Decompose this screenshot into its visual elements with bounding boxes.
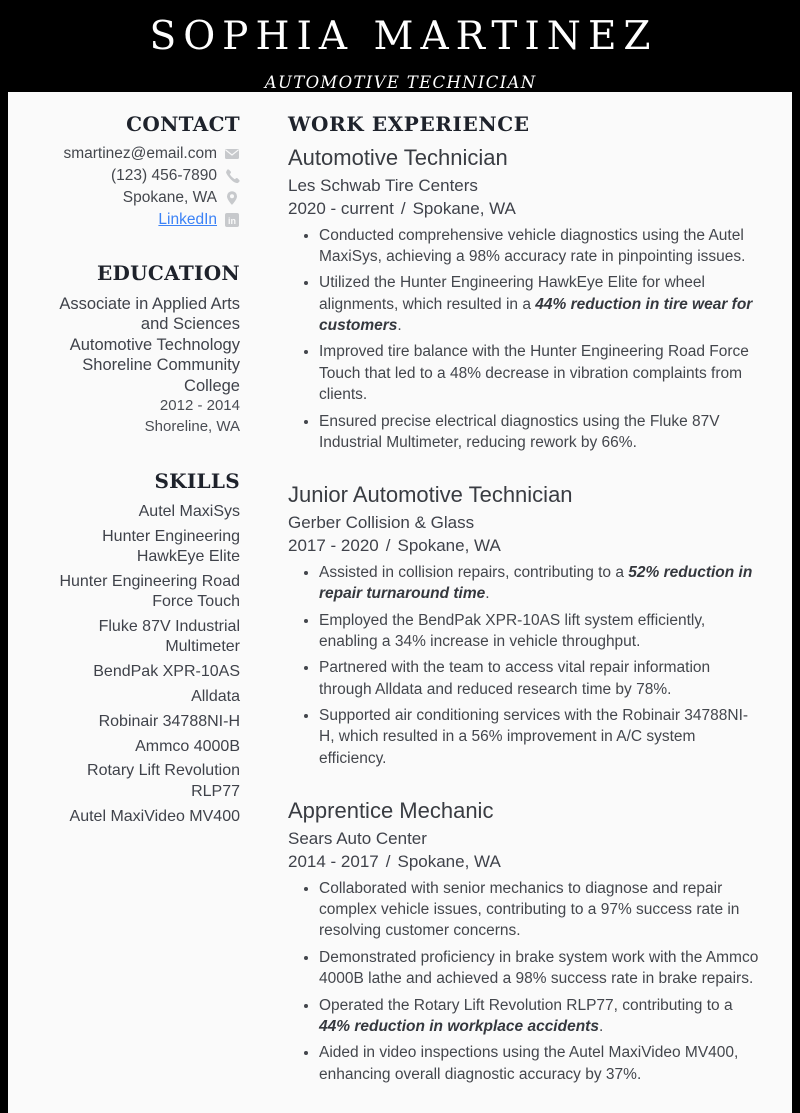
job-bullet: • Employed the BendPak XPR-10AS lift system efficiently, enabling a 34% increase in vehicle throughput.	[319, 610, 762, 653]
location-pin-icon	[224, 190, 240, 206]
work-experience-section	[240, 112, 792, 1113]
skill-item: Alldata	[191, 688, 240, 706]
resume-header	[8, 0, 792, 92]
job-bullet: • Improved tire balance with the Hunter Engineering Road Force Touch that led to a 48% decrease in vibration complaints from clients.	[319, 341, 762, 405]
job-bullet: • Utilized the Hunter Engineering HawkEye Elite for wheel alignments, which resulted in a 44% reduction in tire wear for customers.	[319, 272, 762, 336]
phone-icon	[224, 168, 240, 184]
job-bullet: • Collaborated with senior mechanics to diagnose and repair complex vehicle issues, contributing to a 97% success rate in resolving customer concerns.	[319, 878, 762, 942]
job-bullet-list	[288, 562, 762, 769]
phone-value: (123) 456-7890	[111, 167, 217, 184]
job-bullet: • Partnered with the team to access vital repair information through Alldata and reduced research time by 78%.	[319, 657, 762, 700]
linkedin-link[interactable]: LinkedIn	[158, 211, 217, 228]
skills-section	[36, 469, 240, 827]
linkedin-icon	[224, 212, 240, 228]
job-dates: 2020 - current	[288, 198, 394, 218]
skill-item: Fluke 87V Industrial Multimeter	[98, 618, 240, 656]
job-location: Spokane, WA	[397, 851, 501, 871]
job-title: Apprentice Mechanic	[288, 798, 494, 824]
job-dates: 2017 - 2020	[288, 535, 379, 555]
contact-row-location	[36, 189, 240, 207]
job-company: Les Schwab Tire Centers	[288, 175, 478, 195]
job-bullet: • Conducted comprehensive vehicle diagnostics using the Autel MaxiSys, achieving a 98% accuracy rate in pinpointing issues.	[319, 225, 762, 268]
job-dates-location	[288, 852, 762, 872]
job-bullet: • Supported air conditioning services with the Robinair 34788NI-H, which resulted in a 56% improvement in A/C system efficiency.	[319, 705, 762, 769]
skill-item: Hunter Engineering HawkEye Elite	[102, 527, 240, 566]
contact-heading: CONTACT	[126, 112, 240, 136]
date-location-separator: /	[400, 198, 406, 218]
job-bullet: • Operated the Rotary Lift Revolution RLP77, contributing to a 44% reduction in workplace accidents.	[319, 995, 762, 1038]
skill-item: Hunter Engineering Road Force Touch	[59, 572, 240, 611]
candidate-title: AUTOMOTIVE TECHNICIAN	[264, 73, 537, 92]
job-bullet: • Assisted in collision repairs, contributing to a 52% reduction in repair turnaround time.	[319, 562, 762, 605]
svg-text:in: in	[228, 216, 236, 226]
email-icon	[224, 146, 240, 162]
skill-item: Autel MaxiSys	[138, 503, 240, 521]
sidebar	[8, 112, 240, 1113]
education-field: Automotive Technology	[69, 335, 240, 354]
job-bullet-list	[288, 878, 762, 1085]
contact-row-email	[36, 145, 240, 163]
job-bullet: • Demonstrated proficiency in brake system work with the Ammco 4000B lathe and achieved a 98% success rate in brake repairs.	[319, 947, 762, 990]
education-location: Shoreline, WA	[144, 417, 240, 435]
contact-row-phone	[36, 167, 240, 185]
contact-section	[36, 112, 240, 229]
job-location: Spokane, WA	[397, 535, 501, 555]
skill-item: BendPak XPR-10AS	[93, 663, 240, 681]
job-location: Spokane, WA	[412, 198, 516, 218]
work-experience-heading: WORK EXPERIENCE	[288, 112, 530, 136]
date-location-separator: /	[385, 535, 391, 555]
job-dates-location	[288, 199, 762, 219]
job-company: Sears Auto Center	[288, 828, 427, 848]
job-entry	[288, 144, 762, 453]
job-bullet-list	[288, 225, 762, 454]
skills-heading: SKILLS	[154, 469, 240, 494]
education-dates: 2012 - 2014	[159, 397, 240, 415]
education-section	[36, 261, 240, 437]
skill-item: Robinair 34788NI-H	[98, 712, 240, 730]
job-title: Junior Automotive Technician	[288, 482, 573, 508]
location-value: Spokane, WA	[122, 189, 217, 206]
job-company: Gerber Collision & Glass	[288, 512, 475, 532]
skills-list	[36, 502, 240, 827]
candidate-name: SOPHIA MARTINEZ	[149, 14, 658, 59]
job-bullet: • Aided in video inspections using the Autel MaxiVideo MV400, enhancing overall diagnostic accuracy by 37%.	[319, 1042, 762, 1085]
email-value: smartinez@email.com	[63, 145, 217, 162]
education-degree: Associate in Applied Arts and Sciences	[59, 295, 240, 334]
resume-body	[8, 92, 792, 1113]
contact-row-linkedin	[36, 211, 240, 229]
skill-item: Ammco 4000B	[135, 737, 240, 755]
jobs-container	[288, 144, 762, 1085]
skill-item: Rotary Lift Revolution RLP77	[87, 762, 240, 800]
job-title: Automotive Technician	[288, 145, 508, 170]
job-bullet: • Ensured precise electrical diagnostics using the Fluke 87V Industrial Multimeter, reducing rework by 66%.	[319, 411, 762, 454]
job-dates: 2014 - 2017	[288, 851, 379, 871]
job-dates-location	[288, 536, 762, 556]
education-heading: EDUCATION	[96, 261, 240, 285]
date-location-separator: /	[385, 851, 391, 871]
education-school: Shoreline Community College	[82, 356, 240, 395]
job-entry	[288, 481, 762, 769]
skill-item: Autel MaxiVideo MV400	[69, 807, 240, 825]
job-entry	[288, 797, 762, 1085]
